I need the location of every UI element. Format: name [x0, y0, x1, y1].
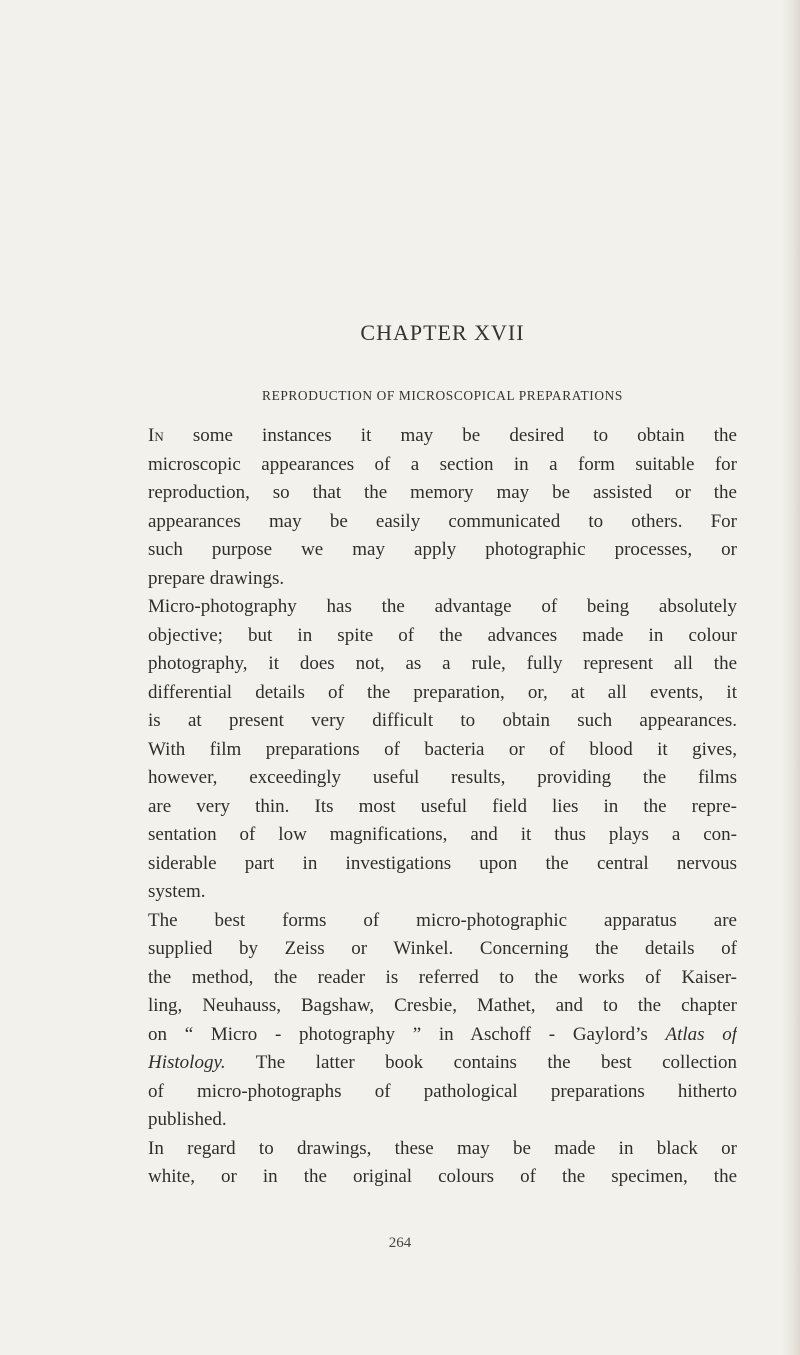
text-line: system. [148, 881, 206, 902]
text-line: Micro-photography has the advantage of being absolutely [148, 596, 737, 617]
text-line: Histology. The latter book contains the best collection [148, 1052, 737, 1073]
paragraph-micro-photography [148, 593, 737, 907]
drop-word: In [148, 425, 164, 446]
paragraph-drawings [148, 1135, 737, 1192]
page-content [148, 318, 737, 1192]
text-line: reproduction, so that the memory may be assisted or the [148, 482, 737, 503]
text-line: published. [148, 1109, 227, 1130]
text-line: In some instances it may be desired to obtain the [148, 425, 737, 446]
text-line: In regard to drawings, these may be made in black or [148, 1137, 737, 1159]
page-number: 264 [388, 1235, 412, 1251]
text-line: the method, the reader is referred to the works of Kaiser- [148, 966, 737, 988]
paragraph-intro [148, 422, 737, 593]
text-line: appearances may be easily communicated to others. For [148, 510, 737, 532]
text-line: prepare drawings. [148, 567, 285, 589]
text-line: however, exceedingly useful results, providing the films [148, 767, 737, 788]
text-line: supplied by Zeiss or Winkel. Concerning the details of [148, 938, 737, 959]
text-line: ling, Neuhauss, Bagshaw, Cresbie, Mathet, and to the chapter [148, 995, 737, 1016]
text-line: of micro-photographs of pathological preparations hitherto [148, 1080, 737, 1102]
text-line: siderable part in investigations upon the central nervous [148, 852, 737, 874]
text-line: is at present very difficult to obtain such appearances. [148, 710, 737, 731]
book-title-italic: Histology. [148, 1052, 226, 1073]
section-heading: REPRODUCTION OF MICROSCOPICAL PREPARATIONS [262, 388, 623, 403]
text-line: sentation of low magnifications, and it thus plays a con- [148, 824, 737, 845]
paragraph-apparatus [148, 907, 737, 1135]
text-line: white, or in the original colours of the specimen, the [148, 1166, 737, 1187]
text-line: differential details of the preparation, or, at all events, it [148, 681, 737, 703]
text-line: The best forms of micro-photographic apparatus are [148, 909, 737, 931]
text-line: With film preparations of bacteria or of blood it gives, [148, 738, 737, 760]
text-line: microscopic appearances of a section in a form suitable for [148, 453, 737, 475]
text-line: such purpose we may apply photographic processes, or [148, 539, 737, 560]
text-line: objective; but in spite of the advances made in colour [148, 624, 737, 646]
book-title-italic: Atlas of [665, 1023, 737, 1045]
chapter-title: CHAPTER XVII [360, 320, 525, 345]
page-edge-shadow [782, 0, 800, 1355]
text-line: on “ Micro - photography ” in Aschoff - Gaylord’s Atlas of [148, 1023, 737, 1045]
text-line: photography, it does not, as a rule, fully represent all the [148, 653, 737, 674]
text-line: are very thin. Its most useful field lies in the repre- [148, 795, 737, 817]
